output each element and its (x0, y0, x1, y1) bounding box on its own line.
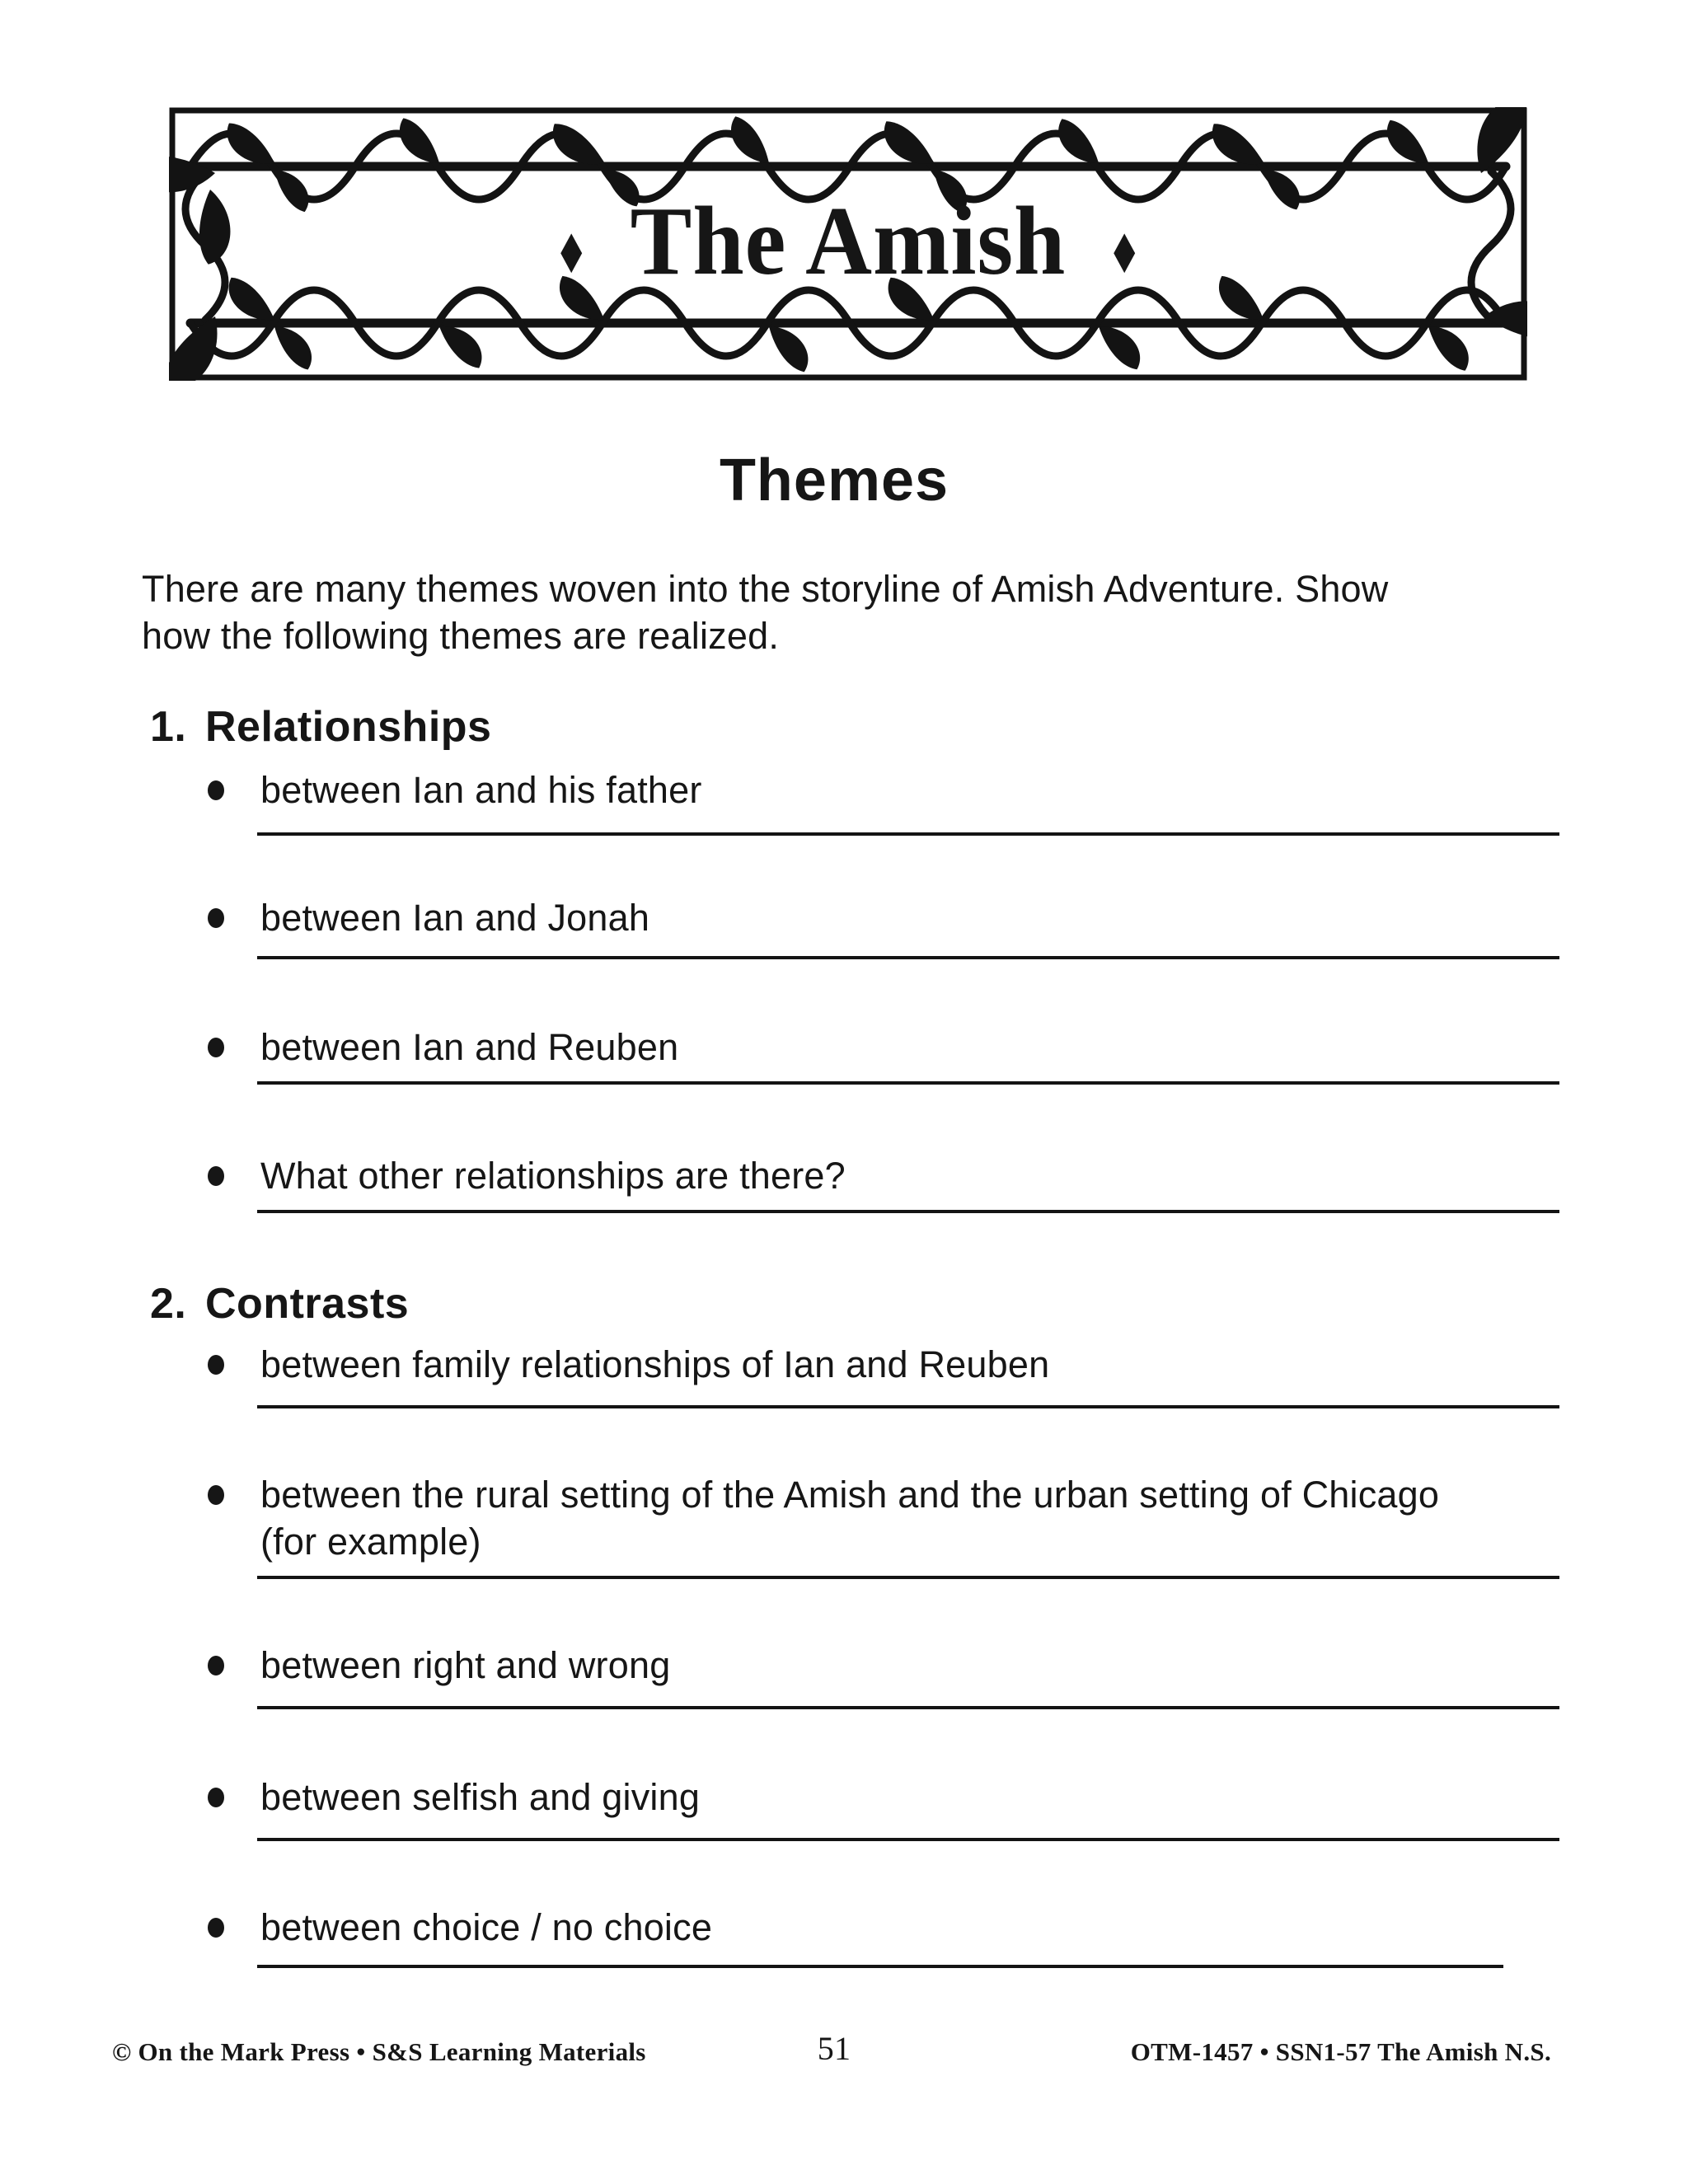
section-number: 1. (150, 703, 187, 751)
list-item (208, 1774, 700, 1821)
bullet-dot-icon (208, 908, 224, 928)
intro-paragraph (142, 565, 1526, 659)
list-item (208, 1904, 712, 1951)
bullet-dot-icon (208, 1656, 224, 1675)
intro-line: how the following themes are realized. (142, 615, 780, 657)
list-item (208, 894, 649, 941)
answer-line (257, 1081, 1559, 1085)
bullet-dot-icon (208, 1485, 224, 1505)
answer-line (257, 1210, 1559, 1213)
diamond-ornament-icon: ◆ (560, 220, 583, 279)
list-item (208, 1471, 1439, 1565)
section-heading-contrasts (150, 1279, 409, 1329)
list-item (208, 1642, 670, 1689)
bullet-text: between selfish and giving (260, 1776, 701, 1818)
title-banner (169, 107, 1527, 381)
section-number: 2. (150, 1280, 187, 1328)
answer-line (257, 1706, 1559, 1709)
list-item (208, 766, 702, 813)
bullet-text: between family relationships of Ian and Reuben (260, 1343, 1050, 1385)
footer-copyright: © On the Mark Press • S&S Learning Materials (112, 2037, 646, 2066)
book-title: The Amish (630, 186, 1067, 296)
diamond-ornament-icon: ◆ (1114, 220, 1136, 279)
bullet-dot-icon (208, 1788, 224, 1807)
list-item (208, 1024, 678, 1071)
page-title: Themes (719, 448, 950, 513)
section-title: Relationships (205, 703, 492, 751)
answer-line (257, 832, 1559, 836)
intro-line: There are many themes woven into the storyline of Amish Adventure. Show (142, 568, 1389, 610)
bullet-text: between Ian and Jonah (260, 897, 650, 939)
bullet-dot-icon (208, 780, 224, 800)
bullet-text: between Ian and Reuben (260, 1026, 679, 1068)
bullet-dot-icon (208, 1166, 224, 1186)
answer-line (257, 1965, 1503, 1968)
footer-product-code: OTM-1457 • SSN1-57 The Amish N.S. (1130, 2037, 1551, 2066)
answer-line (257, 1576, 1559, 1579)
bullet-text: between Ian and his father (260, 769, 702, 811)
bullet-text: What other relationships are there? (260, 1155, 846, 1197)
bullet-dot-icon (208, 1038, 224, 1057)
answer-line (257, 956, 1559, 959)
bullet-text: between choice / no choice (260, 1906, 713, 1948)
answer-line (257, 1405, 1559, 1408)
bullet-dot-icon (208, 1355, 224, 1375)
section-title: Contrasts (205, 1280, 410, 1328)
page-number: 51 (817, 2030, 851, 2067)
bullet-text: between the rural setting of the Amish and the urban setting of Chicago (260, 1474, 1440, 1516)
bullet-dot-icon (208, 1918, 224, 1938)
bullet-text: (for example) (260, 1521, 481, 1563)
answer-line (257, 1838, 1559, 1841)
list-item (208, 1152, 846, 1199)
bullet-text: between right and wrong (260, 1644, 671, 1686)
section-heading-relationships (150, 702, 491, 752)
list-item (208, 1341, 1049, 1388)
